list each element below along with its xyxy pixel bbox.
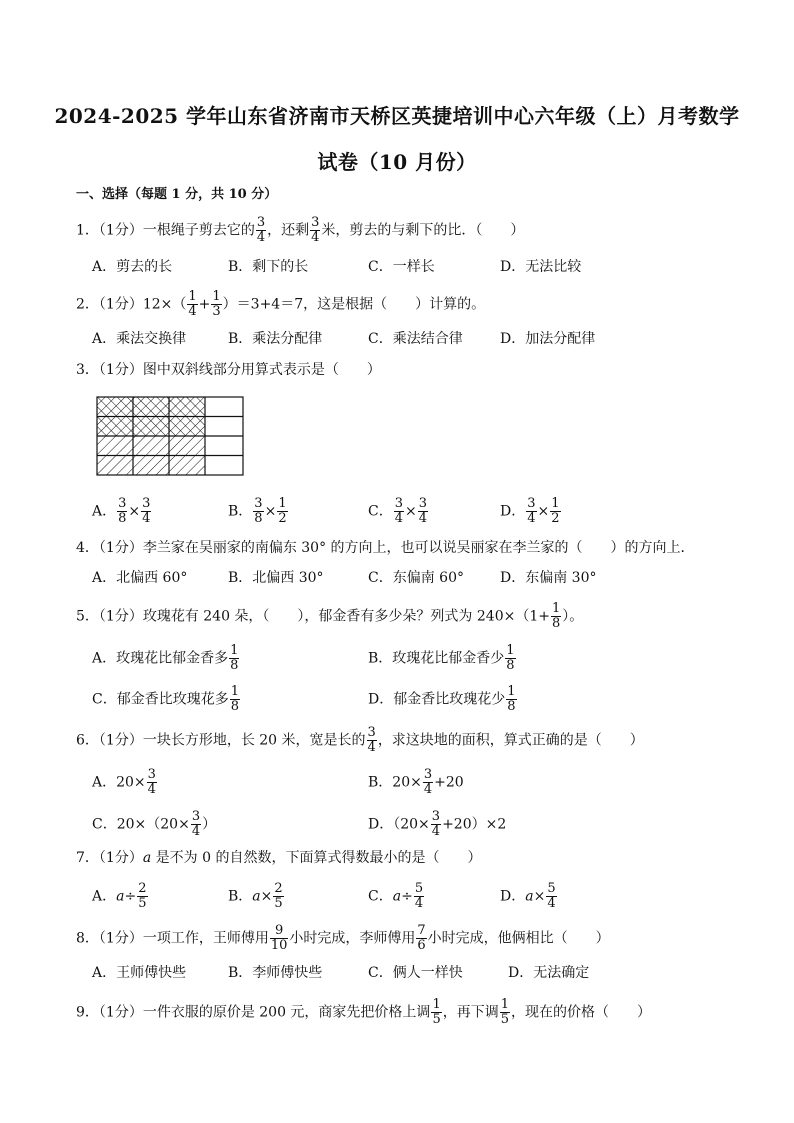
q6-option-b[interactable]: B．20× $\frac{3}{4}$ +20	[368, 767, 464, 797]
fraction: $\frac{1}{3}$	[212, 289, 221, 319]
question-6: 6．（1分）一块长方形地，长 20 米，宽是长的 $\frac{3}{4}$ ，求这块地的面积，算式正确的是（ ）	[76, 725, 644, 755]
q1-stem-a: 1．（1分）一根绳子剪去它的	[76, 222, 255, 239]
question-1	[76, 216, 524, 245]
fraction: $\frac{3}{4}$	[256, 215, 266, 245]
q2-stem-a: 2．（1分）12×（	[76, 296, 187, 313]
q3-option-c[interactable]: C． $\frac{3}{4}$ × $\frac{3}{4}$	[368, 496, 428, 526]
q7-option-b[interactable]: B．a× $\frac{2}{5}$	[228, 881, 283, 911]
q6-option-a[interactable]: A．20× $\frac{3}{4}$	[92, 767, 156, 797]
q2-option-d[interactable]: D．加法分配律	[500, 331, 596, 347]
fraction: $\frac{3}{4}$	[311, 215, 320, 245]
q1-stem-c: 米，剪去的与剩下的比．（ ）	[321, 222, 525, 239]
q1-option-c[interactable]: C．一样长	[368, 259, 435, 275]
q6-option-d[interactable]: D．（20× $\frac{3}{4}$ +20）×2	[368, 809, 507, 839]
q3-option-b[interactable]: B． $\frac{3}{8}$ × $\frac{1}{2}$	[228, 496, 287, 526]
q5-option-c[interactable]: C．郁金香比玫瑰花多 $\frac{1}{8}$	[92, 684, 239, 714]
q8-option-c[interactable]: C．俩人一样快	[368, 965, 463, 981]
plus-sign: +	[198, 296, 211, 313]
q7-option-a[interactable]: A．a÷ $\frac{2}{5}$	[92, 881, 147, 911]
q2-option-c[interactable]: C．乘法结合律	[368, 331, 463, 347]
q8-option-d[interactable]: D．无法确定	[508, 965, 590, 981]
q7-option-c[interactable]: C．a÷ $\frac{5}{4}$	[368, 881, 424, 911]
q7-option-d[interactable]: D．a× $\frac{5}{4}$	[500, 881, 556, 911]
q3-option-a[interactable]: A． $\frac{3}{8}$ × $\frac{3}{4}$	[92, 496, 151, 526]
section-heading: 一、选择（每题 1 分，共 10 分）	[76, 187, 278, 202]
question-5: 5．（1分）玫瑰花有 240 朵，（ ），郁金香有多少朵？列式为 240×（1+ $\frac{1}{8}$ ）。	[76, 601, 584, 631]
q5-option-a[interactable]: A．玫瑰花比郁金香多 $\frac{1}{8}$	[92, 643, 239, 673]
q3-option-d[interactable]: D． $\frac{3}{4}$ × $\frac{1}{2}$	[500, 496, 560, 526]
q8-option-a[interactable]: A．王师傅快些	[92, 965, 187, 981]
q1-option-b[interactable]: B．剩下的长	[228, 259, 309, 275]
q4-option-a[interactable]: A．北偏西 60°	[92, 570, 188, 586]
q5-option-b[interactable]: B．玫瑰花比郁金香少 $\frac{1}{8}$	[368, 643, 515, 673]
question-8: 8．（1分）一项工作，王师傅用 $\frac{9}{10}$ 小时完成，李师傅用 $\frac{7}{6}$ 小时完成，他俩相比（ ）	[76, 923, 610, 953]
q8-option-b[interactable]: B．李师傅快些	[228, 965, 323, 981]
question-4: 4．（1分）李兰家在吴丽家的南偏东 30° 的方向上，也可以说吴丽家在李兰家的（ ）的方向上．	[76, 540, 695, 556]
q2-stem-b: ）＝3+4＝7，这是根据（ ）计算的。	[222, 296, 486, 313]
fraction: $\frac{1}{4}$	[188, 289, 197, 319]
grid-figure	[96, 396, 244, 476]
question-9: 9．（1分）一件衣服的原价是 200 元，商家先把价格上调 $\frac{1}{5}$ ，再下调 $\frac{1}{5}$ ，现在的价格（ ）	[76, 997, 651, 1027]
q2-option-a[interactable]: A．乘法交换律	[92, 331, 187, 347]
q4-option-d[interactable]: D．东偏南 30°	[500, 570, 597, 586]
q4-option-b[interactable]: B．北偏西 30°	[228, 570, 324, 586]
q6-option-c[interactable]: C．20×（20× $\frac{3}{4}$ ）	[92, 809, 217, 839]
q1-option-a[interactable]: A．剪去的长	[92, 259, 173, 275]
question-3: 3．（1分）图中双斜线部分用算式表示是（ ）	[76, 362, 381, 378]
question-2	[76, 290, 485, 319]
q1-stem-b: ，还剩	[267, 222, 310, 239]
q1-option-d[interactable]: D．无法比较	[500, 259, 582, 275]
q2-option-b[interactable]: B．乘法分配律	[228, 331, 323, 347]
page-title-line1: 2024-2025 学年山东省济南市天桥区英捷培训中心六年级（上）月考数学	[54, 104, 740, 128]
question-7: 7．（1分）a 是不为 0 的自然数，下面算式得数最小的是（ ）	[76, 850, 482, 866]
q4-option-c[interactable]: C．东偏南 60°	[368, 570, 464, 586]
page-title-line2: 试卷（10 月份）	[317, 150, 477, 174]
q5-option-d[interactable]: D．郁金香比玫瑰花少 $\frac{1}{8}$	[368, 684, 516, 714]
